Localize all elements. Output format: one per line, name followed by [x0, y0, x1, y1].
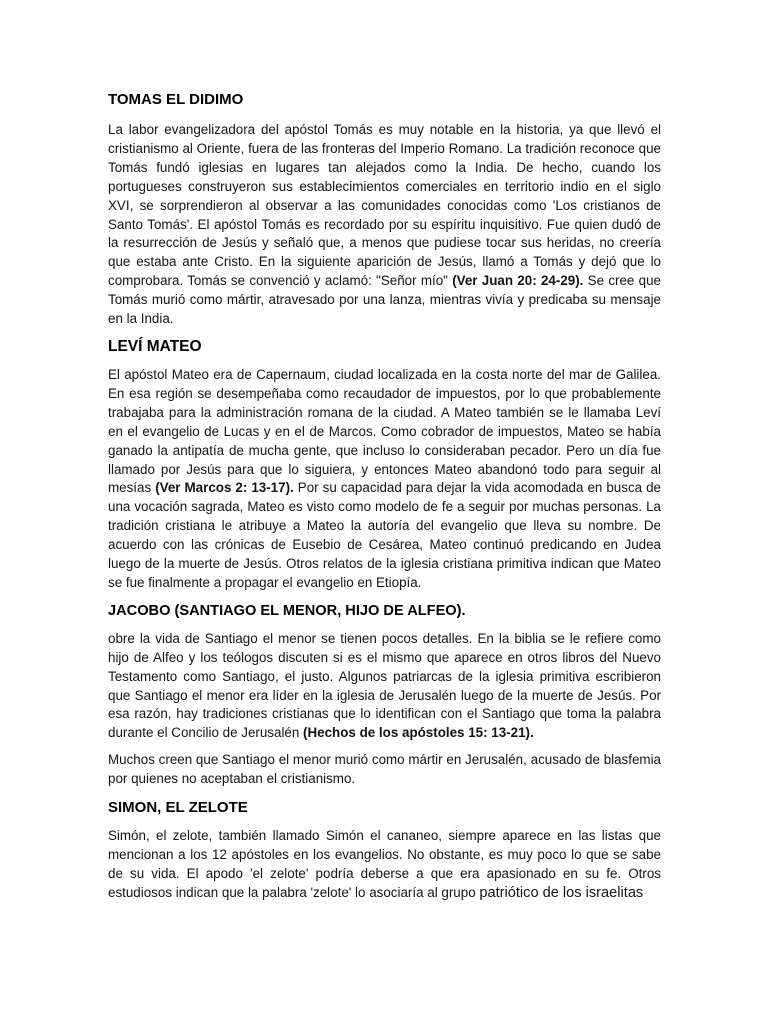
paragraph-text: obre la vida de Santiago el menor se tienen pocos detalles. En la biblia se le refiere como hijo de Alfeo y los teólogos discuten si es el mismo que aparece en otros libros del Nuevo Testamento como Santiago, el justo. Algunos patriarcas de la iglesia primitiva escribieron que Santiago el menor era líder en la iglesia de Jerusalén luego de la muerte de Jesús. Por esa razón, hay tradiciones cristianas que lo identifican con el Santiago que toma la palabra durante el Concilio de Jerusalén — [108, 630, 661, 741]
paragraph-text: El apóstol Mateo era de Capernaum, ciudad localizada en la costa norte del mar de Galilea. En esa región se desempeñaba como recaudador de impuestos, por lo que probablemente trabajaba para la administración romana de la ciudad. A Mateo también se le llamaba Leví en el evangelio de Lucas y en el de Marcos. Como cobrador de impuestos, Mateo se había ganado la antipatía de mucha gente, que incluso lo consideraban pecador. Pero un día fue llamado por Jesús para que lo siguiera, y entonces Mateo abandonó todo para seguir al mesías — [108, 366, 661, 496]
bible-reference: (Ver Juan 20: 24-29). — [452, 273, 584, 289]
paragraph-text: patriótico de los israelitas — [479, 884, 644, 901]
bible-reference: (Ver Marcos 2: 13-17). — [155, 480, 294, 496]
paragraph-text: La labor evangelizadora del apóstol Tomás es muy notable en la historia, ya que llevó el cristianismo al Oriente, fuera de las fronteras del Imperio Romano. La tradición reconoce que Tomás fundó iglesias en lugares tan alejados como la India. De hecho, cuando los portugueses construyeron sus establecimientos comerciales en territorio indio en el siglo XVI, se sorprendieron al observar a las comunidades conocidas como 'Los cristianos de Santo Tomás'. El apóstol Tomás es recordado por su espíritu inquisitivo. Fue quien dudó de la resurrección de Jesús y señaló que, a menos que pudiese tocar sus heridas, no creería que estaba ante Cristo. En la siguiente aparición de Jesús, llamó a Tomás y dejó que lo comprobara. Tomás se convenció y aclamó: "Señor mío" — [108, 122, 661, 289]
paragraph-text: Simón, el zelote, también llamado Simón el cananeo, siempre aparece en las listas que mencionan a los 12 apóstoles en los evangelios. No obstante, es muy poco lo que se sabe de su vida. El apodo 'el zelote' podría deberse a que era apasionado en su fe. Otros estudiosos indican que la palabra 'zelote' lo asociaría al grupo — [108, 828, 661, 900]
paragraph-text: Por su capacidad para dejar la vida acomodada en busca de una vocación sagrada, Mateo es visto como modelo de fe a seguir por muchas personas. La tradición cristiana le atribuye a Mateo la autoría del evangelio que lleva su nombre. De acuerdo con las crónicas de Eusebio de Cesárea, Mateo continuó predicando en Judea luego de la muerte de Jesús. Otros relatos de la iglesia cristiana primitiva indican que Mateo se fue finalmente a propagar el evangelio en Etiopía. — [108, 480, 661, 590]
section-paragraph — [108, 827, 661, 903]
section-paragraph — [108, 366, 661, 593]
section-paragraph — [108, 751, 661, 789]
section-heading: LEVÍ MATEO — [108, 337, 202, 355]
section-paragraph — [108, 121, 661, 329]
section-heading: SIMON, EL ZELOTE — [108, 799, 248, 817]
paragraph-text: Se cree que Tomás murió como mártir, atravesado por una lanza, mientras vivía y predicaba su mensaje en la India. — [108, 273, 661, 327]
section-heading: JACOBO (SANTIAGO EL MENOR, HIJO DE ALFEO). — [108, 602, 466, 619]
bible-reference: (Hechos de los apóstoles 15: 13-21). — [303, 725, 534, 741]
paragraph-text: Muchos creen que Santiago el menor murió como mártir en Jerusalén, acusado de blasfemia por quienes no aceptaban el cristianismo. — [108, 752, 661, 787]
section-heading: TOMAS EL DIDIMO — [108, 91, 244, 108]
section-paragraph — [108, 630, 661, 743]
